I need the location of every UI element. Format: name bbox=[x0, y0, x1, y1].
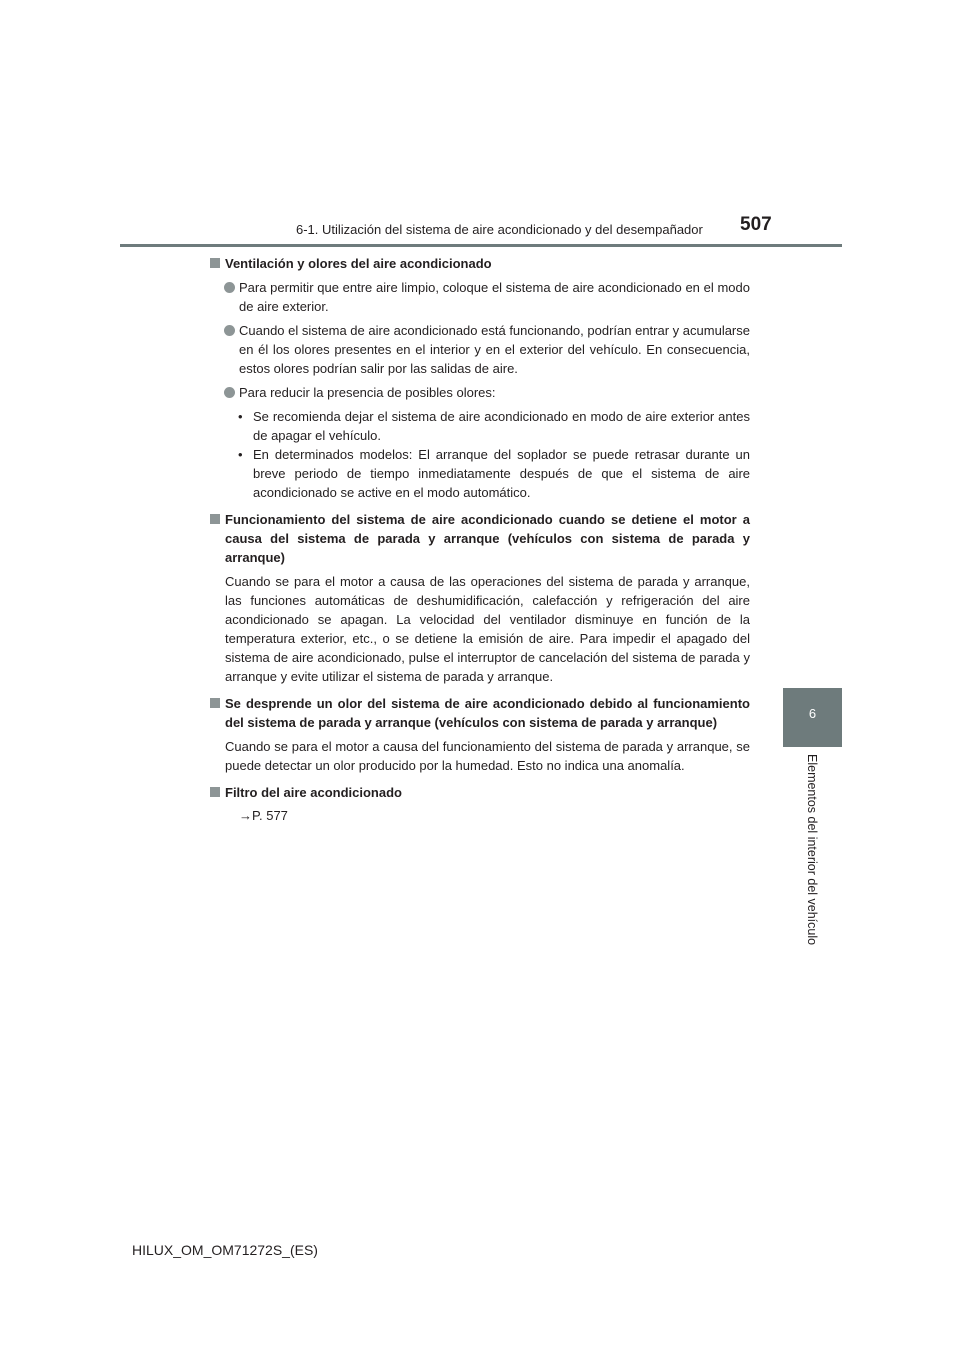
section-filtro bbox=[210, 783, 750, 825]
chapter-label: Elementos del interior del vehículo bbox=[805, 754, 819, 946]
section-heading bbox=[210, 783, 750, 802]
square-bullet-icon bbox=[210, 258, 220, 268]
heading-text: Filtro del aire acondicionado bbox=[225, 785, 402, 800]
section-heading bbox=[210, 254, 750, 273]
document-code: HILUX_OM_OM71272S_(ES) bbox=[132, 1242, 318, 1258]
heading-text: Funcionamiento del sistema de aire acondicionado cuando se detiene el motor a causa del sistema de parada y arranque (vehículos con sistema de parada y arranque) bbox=[225, 512, 750, 565]
sub-bullet-marker: • bbox=[238, 447, 243, 462]
list-item bbox=[210, 278, 750, 316]
sub-bullet-marker: • bbox=[238, 409, 243, 424]
sub-bullet-text: En determinados modelos: El arranque del soplador se puede retrasar durante un breve periodo de tiempo inmediatamente después de que el sistema de aire acondicionado se active en el modo automático. bbox=[253, 447, 750, 500]
header-divider bbox=[120, 244, 842, 247]
circle-bullet-icon bbox=[224, 325, 235, 336]
sub-list-item bbox=[210, 445, 750, 502]
page-content bbox=[210, 254, 750, 833]
sub-list-item bbox=[210, 407, 750, 445]
list-item bbox=[210, 383, 750, 402]
chapter-number: 6 bbox=[808, 706, 817, 721]
chapter-tab bbox=[783, 688, 842, 747]
page-reference-link[interactable]: →P. 577 bbox=[239, 808, 288, 823]
section-funcionamiento bbox=[210, 510, 750, 686]
square-bullet-icon bbox=[210, 787, 220, 797]
sub-bullet-text: Se recomienda dejar el sistema de aire acondicionado en modo de aire exterior antes de apagar el vehículo. bbox=[253, 409, 750, 443]
circle-bullet-icon bbox=[224, 282, 235, 293]
sub-list bbox=[210, 407, 750, 502]
section-body: Cuando se para el motor a causa del funcionamiento del sistema de parada y arranque, se puede detectar un olor producido por la humedad. Esto no indica una anomalía. bbox=[225, 739, 750, 773]
bullet-text: Para permitir que entre aire limpio, coloque el sistema de aire acondicionado en el modo de aire exterior. bbox=[239, 280, 750, 314]
list-item bbox=[210, 321, 750, 378]
square-bullet-icon bbox=[210, 698, 220, 708]
bullet-text: Para reducir la presencia de posibles olores: bbox=[239, 385, 496, 400]
section-body: Cuando se para el motor a causa de las operaciones del sistema de parada y arranque, las funciones automáticas de deshumidificación, calefacción y refrigeración del aire acondicionado se apagan. La velocidad del ventilador disminuye en función de la temperatura exterior, etc., o se detiene la emisión de aire. Para impedir el apagado del sistema de aire acondicionado, pulse el interruptor de cancelación del sistema de parada y arranque y evite utilizar el sistema de parada y arranque. bbox=[225, 574, 750, 684]
square-bullet-icon bbox=[210, 514, 220, 524]
section-olor bbox=[210, 694, 750, 775]
heading-text: Se desprende un olor del sistema de aire acondicionado debido al funcionamiento del sistema de parada y arranque (vehículos con sistema de parada y arranque) bbox=[225, 696, 750, 730]
section-ventilacion bbox=[210, 254, 750, 502]
circle-bullet-icon bbox=[224, 387, 235, 398]
heading-text: Ventilación y olores del aire acondicionado bbox=[225, 256, 492, 271]
page-number: 507 bbox=[740, 214, 772, 235]
section-title: 6-1. Utilización del sistema de aire acondicionado y del desempañador bbox=[296, 222, 703, 237]
section-heading bbox=[210, 694, 750, 732]
bullet-text: Cuando el sistema de aire acondicionado está funcionando, podrían entrar y acumularse en él los olores presentes en el interior y en el exterior del vehículo. En consecuencia, estos olores podrían salir por las salidas de aire. bbox=[239, 323, 750, 376]
section-heading bbox=[210, 510, 750, 567]
